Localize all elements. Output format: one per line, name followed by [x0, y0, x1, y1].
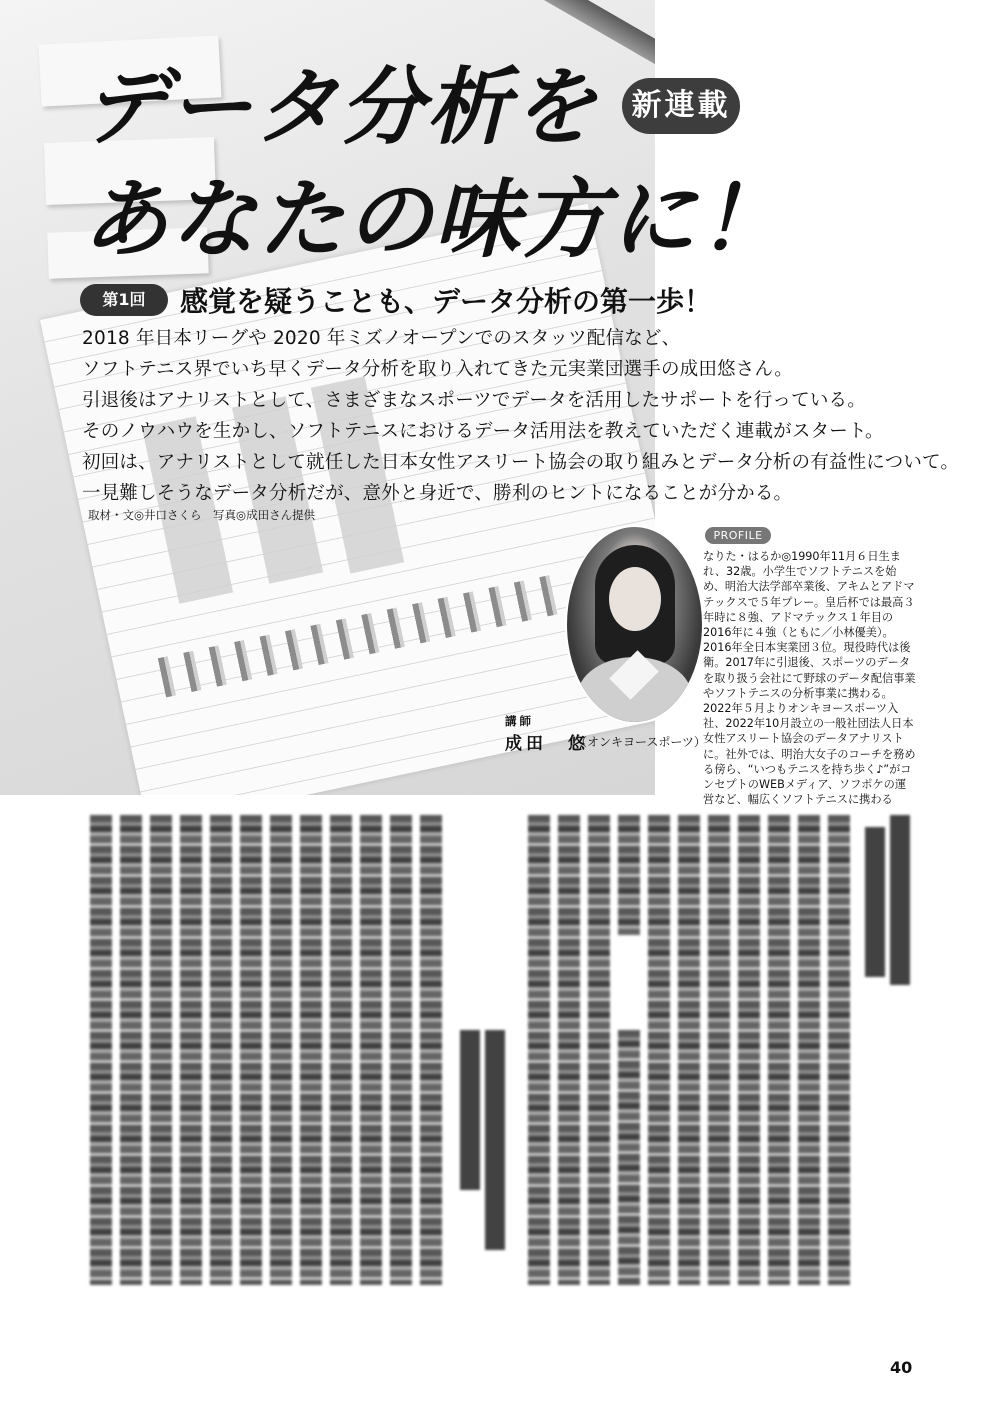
profile-line: やソフトテニスの分析事業に携わる。: [703, 686, 893, 700]
blurred-column: [618, 1030, 640, 1285]
page-title-line1: データ分析を: [82, 58, 599, 156]
profile-line: なりた・はるか◎1990年11月６日生ま: [703, 550, 901, 563]
series-badge: 新連載: [622, 78, 740, 134]
blurred-column: [390, 815, 412, 1285]
blurred-column: [120, 815, 142, 1285]
blurred-column: [300, 815, 322, 1285]
blurred-body-text: [80, 815, 920, 1305]
blurred-column: [240, 815, 262, 1285]
blurred-heading: [865, 827, 885, 977]
blurred-column: [588, 815, 610, 1285]
profile-line: を取り扱う会社にて野球のデータ配信事業: [703, 671, 916, 685]
lede-line: 初回は、アナリストとして就任した日本女性アスリート協会の取り組みとデータ分析の有益性について。: [82, 452, 960, 473]
profile-line: 社、2022年10月設立の一般社団法人日本: [703, 717, 914, 731]
profile-line: 女性アスリート協会のデータアナリスト: [703, 732, 904, 746]
profile-line: に。社外では、明治大女子のコーチを務め: [703, 747, 916, 761]
profile-line: 2016年に４強（ともに／小林優美）。: [703, 626, 894, 640]
blurred-column: [708, 815, 730, 1285]
profile-line: 2016年全日本実業団３位。現役時代は後: [703, 641, 911, 655]
instructor-portrait: [565, 525, 704, 724]
page-title-line2: あなたの味方に！: [82, 170, 786, 270]
profile-badge: PROFILE: [705, 527, 771, 544]
instructor-affiliation: （オンキヨースポーツ）: [575, 735, 706, 749]
blurred-column: [738, 815, 760, 1285]
instructor-name: 成田 悠: [505, 734, 589, 754]
lede-line: 引退後はアナリストとして、さまざまなスポーツでデータを活用したサポートを行っている。: [82, 390, 866, 411]
lede-line: 一見難しそうなデータ分析だが、意外と身近で、勝利のヒントになることが分かる。: [82, 483, 793, 504]
blurred-column: [210, 815, 232, 1285]
profile-line: テックスで５年プレー。皇后杯では最高３: [703, 595, 915, 609]
blurred-column: [90, 815, 112, 1285]
episode-label: 第1回: [80, 284, 168, 316]
blurred-column: [798, 815, 820, 1285]
episode-title: 感覚を疑うことも、データ分析の第一歩！: [180, 285, 713, 318]
profile-line: 衛。2017年に引退後、スポーツのデータ: [703, 656, 911, 670]
blurred-column: [528, 815, 550, 1285]
blurred-column: [768, 815, 790, 1285]
lede-line: ソフトテニス界でいち早くデータ分析を取り入れてきた元実業団選手の成田悠さん。: [82, 359, 793, 380]
page-number: 40: [890, 1358, 913, 1377]
blurred-column: [330, 815, 352, 1285]
lede-line: 2018 年日本リーグや 2020 年ミズノオープンでのスタッツ配信など、: [82, 328, 681, 349]
blurred-column: [420, 815, 442, 1285]
blurred-column: [678, 815, 700, 1285]
blurred-column: [270, 815, 292, 1285]
blurred-heading: [460, 1030, 480, 1190]
blurred-column: [150, 815, 172, 1285]
instructor-role: 講師: [505, 714, 534, 728]
profile-text: [703, 549, 916, 807]
blurred-column: [558, 815, 580, 1285]
lede-paragraph: [82, 323, 960, 509]
blurred-column: [618, 815, 640, 935]
blurred-column: [828, 815, 850, 1285]
lede-line: そのノウハウを生かし、ソフトテニスにおけるデータ活用法を教えていただく連載がスタート。: [82, 421, 884, 442]
portrait-face: [609, 567, 661, 631]
profile-line: 営など、幅広くソフトテニスに携わる: [703, 793, 893, 807]
photo-credit: 取材・文◎井口さくら 写真◎成田さん提供: [88, 508, 316, 522]
blurred-column: [360, 815, 382, 1285]
profile-line: れ、32歳。小学生でソフトテニスを始: [703, 565, 897, 579]
profile-line: め、明治大法学部卒業後、アキムとアドマ: [703, 580, 915, 594]
blurred-column: [648, 815, 670, 1285]
profile-line: る傍ら、“いつもテニスを持ち歩く♪”がコ: [703, 762, 912, 776]
profile-line: 年時に８強、アドマテックス１年目の: [703, 610, 894, 624]
profile-line: ンセプトのWEBメディア、ソフポケの運: [703, 778, 907, 792]
blurred-column: [180, 815, 202, 1285]
blurred-heading: [485, 1030, 505, 1250]
blurred-heading: [890, 815, 910, 985]
profile-line: 2022年５月よりオンキヨースポーツ入: [703, 702, 899, 716]
